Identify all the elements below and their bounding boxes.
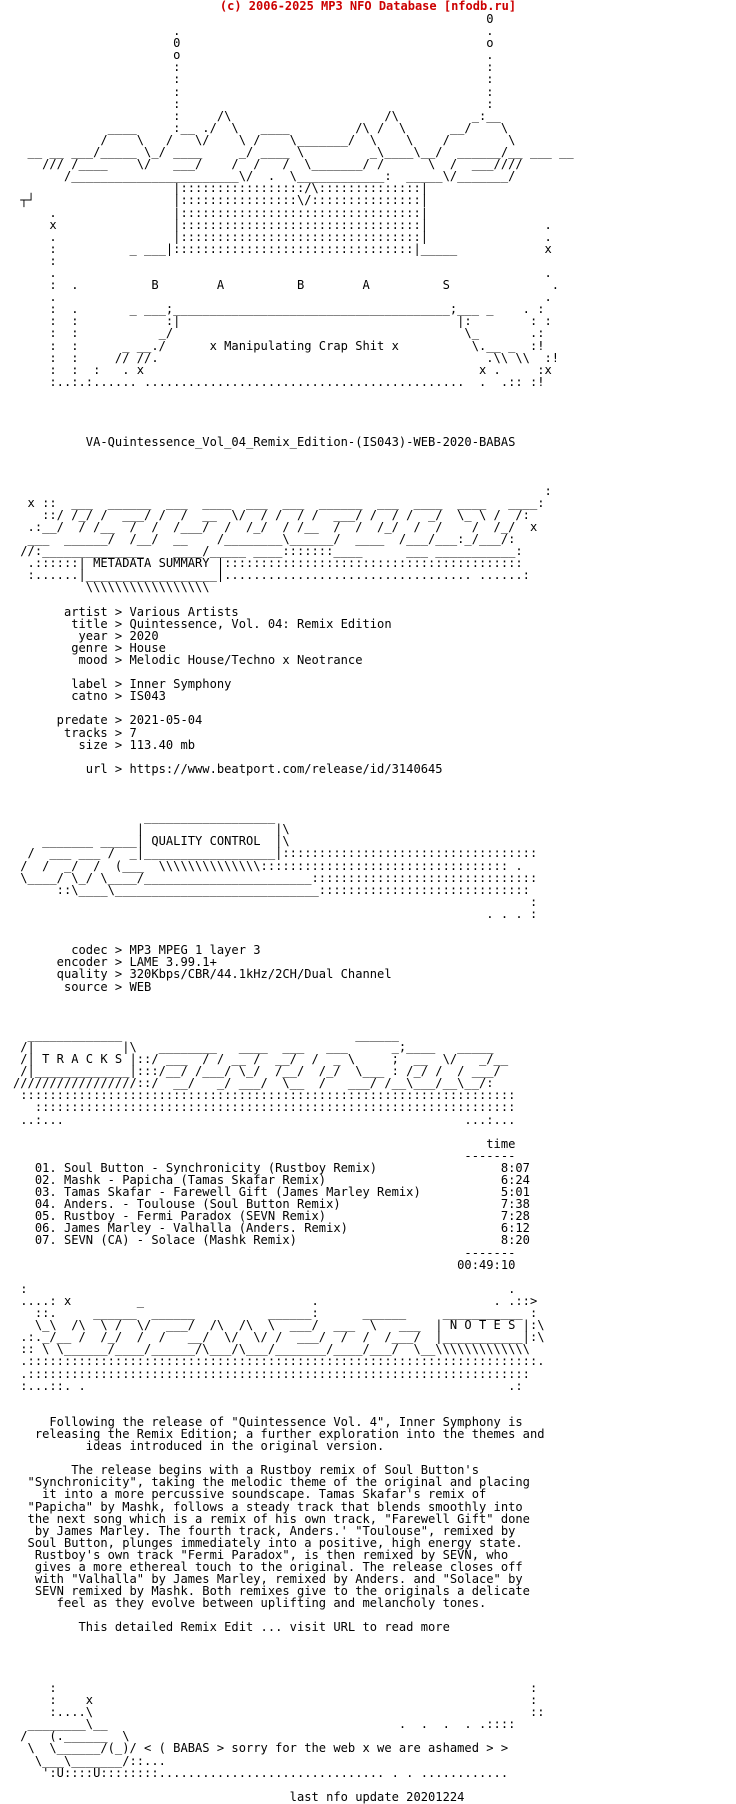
nfo-line: by James Marley. The fourth track, Anders.' "Toulouse", remixed by [13, 1523, 516, 1538]
nfo-line: The release begins with a Rustboy remix of Soul Button's [13, 1463, 479, 1478]
nfo-line: it into a more percussive soundscape. Tamas Skafar's remix of [13, 1487, 487, 1502]
nfo-line: __________________ [13, 810, 276, 825]
nfo-line: : : // //. .\\ \\ :! [13, 350, 560, 365]
nfo-line: title > Quintessence, Vol. 04: Remix Edition [13, 616, 392, 631]
nfo-line: x |:::::::::::::::::::::::::::::::::| . [13, 217, 552, 232]
nfo-line: | |\ [13, 822, 290, 837]
nfo-line: codec > MP3 MPEG 1 layer 3 [13, 943, 261, 958]
nfo-line: tracks > 7 [13, 725, 137, 740]
nfo-line: :..:.:...... ............................................ . .:: :! [13, 374, 545, 389]
nfo-line: 0 [13, 12, 494, 26]
nfo-line: VA-Quintessence_Vol_04_Remix_Edition-(IS043)-WEB-2020-BABAS [13, 435, 516, 450]
nfo-line: encoder > LAME 3.99.1+ [13, 955, 217, 970]
nfo-line: /|_____________|:::/__/ /___/ \_/ /__/ /_/ \___ : /_/ / / ___/ [13, 1064, 501, 1079]
nfo-line: 0 o [13, 36, 494, 51]
nfo-line: 02. Mashk - Papicha (Tamas Skafar Remix) 6:24 [13, 1173, 530, 1187]
nfo-line: :: \ \______/____/______/\___/\___/_______/____/___/ \__\\\\\\\\\\\\\ [13, 1342, 530, 1357]
nfo-line: 01. Soul Button - Synchronicity (Rustboy Remix) 8:07 [13, 1160, 530, 1175]
nfo-line: : : : . x x . :x [13, 362, 552, 377]
nfo-line: __ __ ___/_____ \_/ ____ _/ ____ \ _\____\__/ ______/__ ___ __ [13, 145, 574, 160]
nfo-line: feel as they evolve between uplifting and melancholy tones. [13, 1596, 487, 1611]
nfo-line: 04. Anders. - Toulouse (Soul Button Remix) 7:38 [13, 1197, 530, 1212]
nfo-line: releasing the Remix Edition; a further exploration into the themes and [13, 1426, 545, 1441]
nfo-line: url > https://www.beatport.com/release/id/3140645 [13, 761, 443, 776]
nfo-line: 05. Rustboy - Fermi Paradox (SEVN Remix) 7:28 [13, 1209, 530, 1224]
nfo-line: 07. SEVN (CA) - Solace (Mashk Remix) 8:20 [13, 1233, 530, 1248]
nfo-line: .::::::| METADATA SUMMARY |::::::::::::::::::::::::::::::::::::::::: [13, 556, 523, 571]
nfo-line: x :: ___ ______ ___ ____ ___ ___ ______ ___ ____ ____ ____: [13, 495, 545, 510]
nfo-line: last nfo update 20201224 [13, 1789, 465, 1804]
nfo-line: SEVN remixed by Mashk. Both remixes give to the originals a delicate [13, 1584, 530, 1599]
nfo-line: : . B A B A S . [13, 278, 560, 293]
nfo-line: : : [13, 60, 494, 75]
nfo-line: This detailed Remix Edit ... visit URL to read more [13, 1620, 450, 1635]
nfo-line: . . [13, 290, 552, 305]
nfo-line: ':U::::U::::::::............................... . . ............ [13, 1765, 509, 1780]
nfo-line: /| T R A C K S |::/ ___ / / __ / __/ / _ \ ; __ \/ _/__ [13, 1052, 523, 1067]
nfo-line: mood > Melodic House/Techno x Neotrance [13, 652, 363, 667]
nfo-database-header: (c) 2006-2025 MP3 NFO Database [nfodb.ru] [219, 0, 517, 13]
nfo-line: ::\____\____________________________::::::::::::::::::::::::::::: [13, 882, 530, 897]
nfo-line: predate > 2021-05-04 [13, 713, 203, 728]
nfo-line: : : [13, 96, 494, 111]
nfo-line: \\\\\\\\\\\\\\\\\ [13, 580, 210, 595]
nfo-line: \___\_______/::... [13, 1753, 166, 1768]
nfo-line: : [13, 894, 538, 909]
nfo-text-block [13, 13, 574, 1803]
nfo-line: 00:49:10 [13, 1257, 516, 1272]
nfo-line: quality > 320Kbps/CBR/44.1kHz/2CH/Dual Channel [13, 967, 392, 982]
nfo-line: source > WEB [13, 979, 152, 994]
nfo-line: gives a more ethereal touch to the original. The release closes off [13, 1560, 523, 1574]
nfo-line: : . _ ___;______________________________________;___ _ . : [13, 302, 545, 317]
nfo-line: . |:::::::::::::::::::::::::::::::::| . [13, 229, 552, 244]
nfo-line: : : [13, 1680, 538, 1695]
nfo-line: _______ _____| QUALITY CONTROL |\ [13, 834, 290, 849]
nfo-line: / (.______ \ [13, 1729, 130, 1744]
nfo-line: "Papicha" by Mashk, follows a steady track that blends smoothly into [13, 1499, 523, 1514]
nfo-line: / ___ ___ / _|__________________|::::::::::::::::::::::::::::::::::: [13, 846, 538, 861]
nfo-line: ____ :__ ./ \ ____ /\ / \ __/ \ [13, 120, 509, 135]
nfo-line: //:______________ ____/_____ ____:::::::____ ___ ___________: [13, 544, 523, 559]
nfo-line: :....\ :: [13, 1705, 545, 1720]
nfo-line: ┬┘ |::::::::::::::::\/:::::::::::::::| [13, 193, 429, 208]
nfo-line: :::::::::::::::::::::::::::::::::::::::::::::::::::::::::::::::::: [13, 1100, 516, 1115]
nfo-line: label > Inner Symphony [13, 677, 232, 692]
nfo-line: ideas introduced in the original version. [13, 1439, 385, 1454]
nfo-line: /_______________________\/ . \____________: _____\/_______/ [13, 169, 516, 184]
nfo-line: year > 2020 [13, 628, 159, 643]
nfo-line: artist > Various Artists [13, 604, 239, 619]
nfo-line: Rustboy's own track "Fermi Paradox", is then remixed by SEVN, who [13, 1547, 509, 1562]
nfo-line: .:._/__ / /_/ / / __/ \/ \/ / ___/ / / /___/ |___________|:\ [13, 1330, 545, 1345]
nfo-line: time [13, 1136, 516, 1151]
nfo-line: .::::::::::::::::::::::::::::::::::::::::::::::::::::::::::::::::::::: [13, 1366, 530, 1381]
nfo-line: size > 113.40 mb [13, 737, 196, 752]
nfo-line: : [13, 253, 57, 268]
nfo-line: :...::. . .: [13, 1378, 523, 1393]
nfo-line: : x : [13, 1693, 538, 1708]
nfo-line: Following the release of "Quintessence Vol. 4", Inner Symphony is [13, 1414, 523, 1429]
nfo-line: with "Valhalla" by James Marley, remixed by Anders. and "Solace" by [13, 1572, 523, 1587]
nfo-line: ------- [13, 1148, 516, 1163]
nfo-line: Soul Button, plunges immediately into a positive, high energy state. [13, 1535, 523, 1550]
nfo-line: _____________ ______ [13, 1027, 399, 1042]
nfo-line: /// /____ \/ ___/ / / / \_______/ / \ / ___//// [13, 157, 530, 172]
nfo-line: / / _/ / (___ \\\\\\\\\\\\\\:::::::::::::::::::::::::::::::::: . [13, 858, 523, 873]
nfo-line: . . [13, 24, 494, 39]
nfo-line: /////////////////::/ __/ _/ ___/ \__ / ___/ /__\___/__\__/: [13, 1076, 494, 1091]
nfo-line: /| |\ ________ ____ ___ ___ _;____ _____ [13, 1039, 494, 1054]
nfo-line: ::. ______ ______ ______: ______ ___________ : [13, 1306, 538, 1321]
nfo-line: ------- [13, 1245, 516, 1260]
nfo-line: ________\__ . . . . .:::: [13, 1717, 516, 1732]
nfo-line: : : [13, 72, 494, 87]
nfo-line: .::::::::::::::::::::::::::::::::::::::::::::::::::::::::::::::::::::::. [13, 1354, 545, 1369]
nfo-line: :......|__________________|.................................. ......: [13, 568, 530, 583]
nfo-line: \_\ /\ \ / \/ ___/ /\ /\ \ ___/ ___ \ ___ | N O T E S |:\ [13, 1318, 545, 1333]
nfo-line: : : :| |: : : [13, 314, 552, 329]
nfo-line: the next song which is a remix of his own track, "Farewell Gift" done [13, 1511, 530, 1526]
nfo-line: catno > IS043 [13, 689, 166, 704]
nfo-line: . . . : [13, 906, 538, 921]
nfo-line: : [13, 483, 552, 498]
nfo-line: 03. Tamas Skafar - Farewell Gift (James Marley Remix) 5:01 [13, 1185, 530, 1200]
nfo-line: \ \______/(_)/ < ( BABAS > sorry for the web x we are ashamed > > [13, 1741, 509, 1756]
nfo-line: : _ ___|:::::::::::::::::::::::::::::::::|_____ x [13, 241, 552, 256]
nfo-line: ::/ /_/ / ___/ / / __ \/ / / / / ___/ / / / _/ \_ \ / /: [13, 507, 530, 522]
nfo-line: genre > House [13, 640, 166, 655]
nfo-line: \____/ \_/ \____/_______________________::::::::::::::::::::::::::::::: [13, 870, 538, 885]
nfo-line: 06. James Marley - Valhalla (Anders. Remix) 6:12 [13, 1221, 530, 1236]
nfo-line: o . [13, 48, 494, 63]
nfo-line: . |:::::::::::::::::::::::::::::::::| [13, 205, 429, 220]
nfo-line: .:__/ / /__ / / /___/ / /_/ / /__ / / /_/ / / / /_/ x [13, 519, 538, 534]
nfo-line: ....: x _ . . .::> [13, 1293, 538, 1308]
nfo-line: "Synchronicity", taking the melodic theme of the original and placing [13, 1475, 530, 1490]
nfo-line: : : [13, 84, 494, 99]
nfo-line: |:::::::::::::::::/\::::::::::::::| [13, 181, 429, 196]
nfo-line: : : _ __./ x Manipulating Crap Shit x \.__ _ :! [13, 338, 545, 353]
nfo-line: :::::::::::::::::::::::::::::::::::::::::::::::::::::::::::::::::::: [13, 1088, 516, 1103]
nfo-line: . . [13, 265, 552, 280]
nfo-line: : /\ /\ _:__ [13, 108, 501, 123]
nfo-line: ___ ______/ /__/ __ /________\______/ ____ /___/___:_/___/: [13, 532, 516, 547]
nfo-line: : : _/ \_ .: [13, 326, 545, 341]
nfo-line: ..:... ...:... [13, 1112, 516, 1127]
nfo-line: / \ / \/ \ / \_______/ \ \ / \ [13, 132, 516, 147]
nfo-line: : . [13, 1281, 516, 1296]
